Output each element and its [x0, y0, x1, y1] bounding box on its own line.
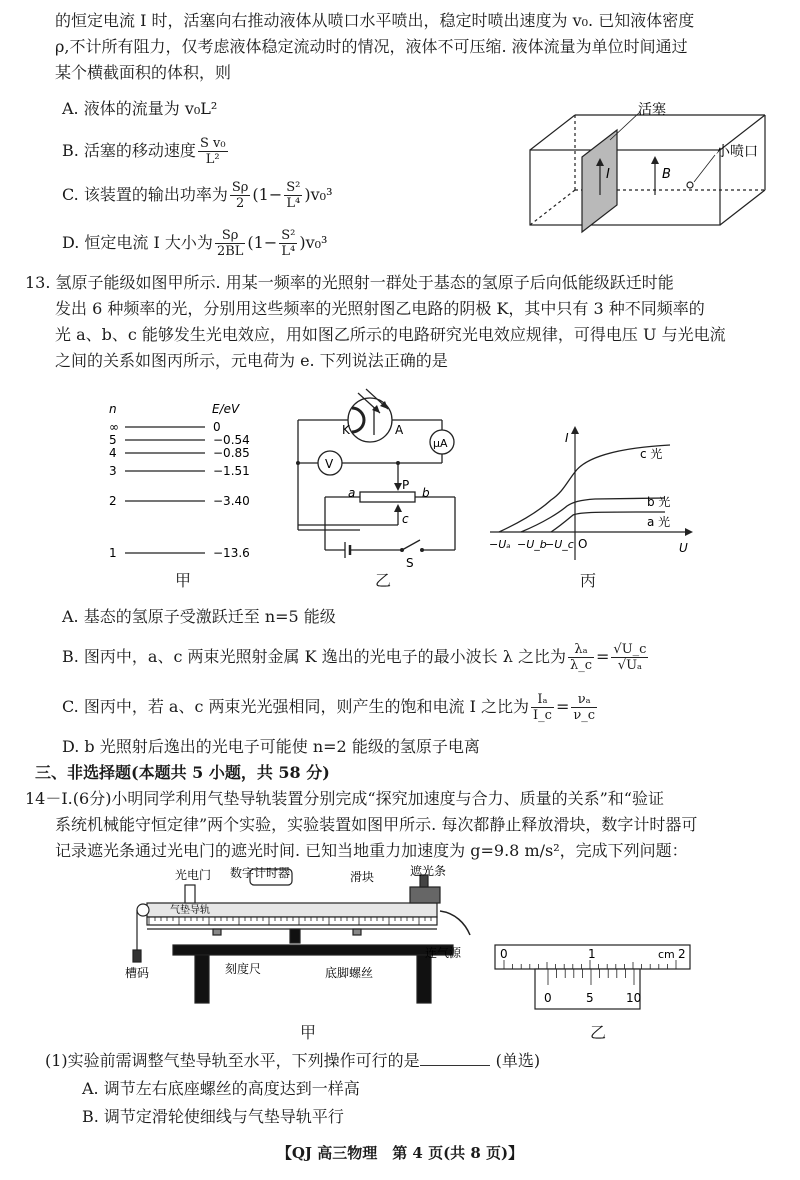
section-3-heading: 三、非选择题(本题共 5 小题，共 58 分)	[35, 763, 330, 782]
air-track-label: 气垫导轨	[170, 905, 210, 916]
graph-origin-label: O	[578, 537, 588, 551]
curve-c-label: c 光	[640, 447, 663, 461]
caption-yi-14: 乙	[590, 1023, 607, 1042]
page-footer: 【QJ 高三物理 第 4 页(共 8 页)】	[276, 1144, 524, 1162]
level-n-label: 4	[109, 446, 117, 460]
level-energy-label: −0.85	[213, 446, 250, 460]
q12-option-c: C. 该装置的输出功率为 $\frac{S\rho}{2}$ (1− $\frac{\text{S²}}{\text{L⁴}}$ )v₀³	[62, 180, 333, 211]
q14-line3: 记录遮光条通过光电门的遮光时间. 已知当地重力加速度为 g=9.8 m/s²，完成下列问题：	[55, 841, 688, 860]
graph-uc-label: −U_c	[545, 538, 574, 551]
cathode-label: K	[342, 423, 350, 437]
q12-line2: ρ,不计所有阻力，仅考虑液体稳定流动时的情况，液体不可压缩. 液体流量为单位时间通过	[55, 37, 688, 56]
vernier-scale-10: 10	[626, 991, 642, 1005]
axis-energy-label: E/eV	[212, 402, 240, 416]
current-voltage-graph	[485, 420, 700, 570]
anode-label: A	[395, 423, 404, 437]
ruler-label: 刻度尺	[225, 962, 262, 976]
graph-ua-label: −Uₐ	[489, 538, 511, 551]
q12-piston-figure	[520, 100, 780, 235]
q13-option-c: C. 图丙中，若 a、c 两束光光强相同，则产生的饱和电流 I 之比为 $\frac{\text{Iₐ}}{I\_c}$ = $\frac{\text{νₐ}}{\nu\_c}$	[62, 692, 596, 723]
level-n-label: ∞	[109, 420, 119, 434]
nozzle-label: 小喷口	[716, 144, 758, 160]
curve-a-label: a 光	[647, 515, 671, 529]
level-energy-label: 0	[213, 420, 221, 434]
q12-option-a: A. 液体的流量为 v₀L²	[62, 99, 218, 118]
slider-p-label: P	[402, 478, 410, 492]
midpoint-c-label: c	[402, 512, 409, 526]
q13-line4: 之间的关系如图丙所示，元电荷为 e. 下列说法正确的是	[55, 351, 448, 370]
main-scale-unit: cm	[658, 948, 675, 961]
level-n-label: 2	[109, 494, 117, 508]
photogate-label: 光电门	[175, 868, 212, 882]
voltmeter-label: V	[325, 457, 334, 471]
vernier-caliper	[490, 940, 700, 1015]
caption-jia-14: 甲	[300, 1023, 317, 1042]
current-label: I	[606, 167, 610, 182]
main-scale-0: 0	[500, 947, 508, 961]
level-energy-label: −1.51	[213, 464, 250, 478]
main-scale-1: 1	[588, 947, 596, 961]
graph-i-label: I	[565, 431, 569, 445]
piston-label: 活塞	[638, 102, 666, 118]
air-source-label: 连气源	[425, 946, 462, 960]
q13-option-b: B. 图丙中，a、c 两束光照射金属 K 逸出的光电子的最小波长 λ 之比为 $\frac{\text{λₐ}}{\lambda\_c}$ = $\frac{√U\_c}{\text{√Uₐ}}$	[62, 642, 647, 673]
q14-option-a: A. 调节左右底座螺丝的高度达到一样高	[82, 1079, 360, 1098]
field-label: B	[662, 167, 671, 182]
q13-option-d: D. b 光照射后逸出的光电子可能使 n=2 能级的氢原子电离	[62, 737, 480, 756]
level-n-label: 1	[109, 546, 117, 560]
shading-strip-label: 遮光条	[410, 865, 447, 878]
q12-option-b: B. 活塞的移动速度 $\frac{\text{S v₀}}{\text{L²}}$	[62, 136, 226, 167]
caption-bing: 丙	[580, 571, 597, 590]
curve-b-label: b 光	[647, 495, 671, 509]
q14-option-b: B. 调节定滑轮使细线与气垫导轨平行	[82, 1107, 344, 1126]
graph-u-label: U	[679, 541, 688, 555]
q14-sub1: (1)实验前需调整气垫导轨至水平，下列操作可行的是 (单选)	[45, 1051, 541, 1070]
resistor-b-label: b	[422, 486, 430, 500]
level-energy-label: −0.54	[213, 433, 250, 447]
axis-n-label: n	[109, 402, 117, 416]
slider-block-label: 滑块	[350, 870, 375, 884]
foot-screw-label: 底脚螺丝	[325, 966, 374, 980]
q12-line3: 某个横截面积的体积，则	[55, 63, 232, 82]
main-scale-2: 2	[678, 947, 686, 961]
q13-line1: 13. 氢原子能级如图甲所示. 用某一频率的光照射一群处于基态的氢原子后向低能级跃迁时能	[25, 273, 674, 292]
level-n-label: 5	[109, 433, 117, 447]
q12-option-d: D. 恒定电流 I 大小为 $\frac{S\rho}{2BL}$ (1− $\frac{\text{S²}}{\text{L⁴}}$ )v₀³	[62, 228, 328, 259]
caption-jia: 甲	[175, 571, 192, 590]
level-energy-label: −13.6	[213, 546, 250, 560]
q13-line3: 光 a、b、c 能够发生光电效应，用如图乙所示的电路研究光电效应规律，可得电压 U 与光电流	[55, 325, 726, 344]
vernier-scale-5: 5	[586, 991, 594, 1005]
resistor-a-label: a	[348, 486, 356, 500]
answer-blank[interactable]	[420, 1051, 490, 1066]
level-n-label: 3	[109, 464, 117, 478]
vernier-scale-0: 0	[544, 991, 552, 1005]
microammeter-label: μA	[433, 437, 448, 450]
digital-timer-label: 数字计时器	[230, 866, 291, 880]
level-energy-label: −3.40	[213, 494, 250, 508]
switch-label: S	[406, 556, 414, 570]
hook-weight-label: 槽码	[125, 966, 150, 980]
caption-yi: 乙	[375, 571, 392, 590]
q13-option-a: A. 基态的氢原子受激跃迁至 n=5 能级	[62, 607, 336, 626]
graph-ub-label: −U_b	[517, 538, 547, 551]
q12-line1: 的恒定电流 I 时，活塞向右推动液体从喷口水平喷出，稳定时喷出速度为 v₀. 已知液体密度	[55, 11, 695, 30]
air-track-apparatus	[125, 865, 495, 1025]
q13-line2: 发出 6 种频率的光，分别用这些频率的光照射图乙电路的阴极 K，其中只有 3 种不同频率的	[55, 299, 705, 318]
q14-line2: 系统机械能守恒定律”两个实验，实验装置如图甲所示. 每次都静止释放滑块，数字计时器可	[55, 815, 698, 834]
q14-line1: 14－Ⅰ.(6分)小明同学利用气垫导轨装置分别完成“探究加速度与合力、质量的关系”和“验证	[25, 789, 664, 808]
